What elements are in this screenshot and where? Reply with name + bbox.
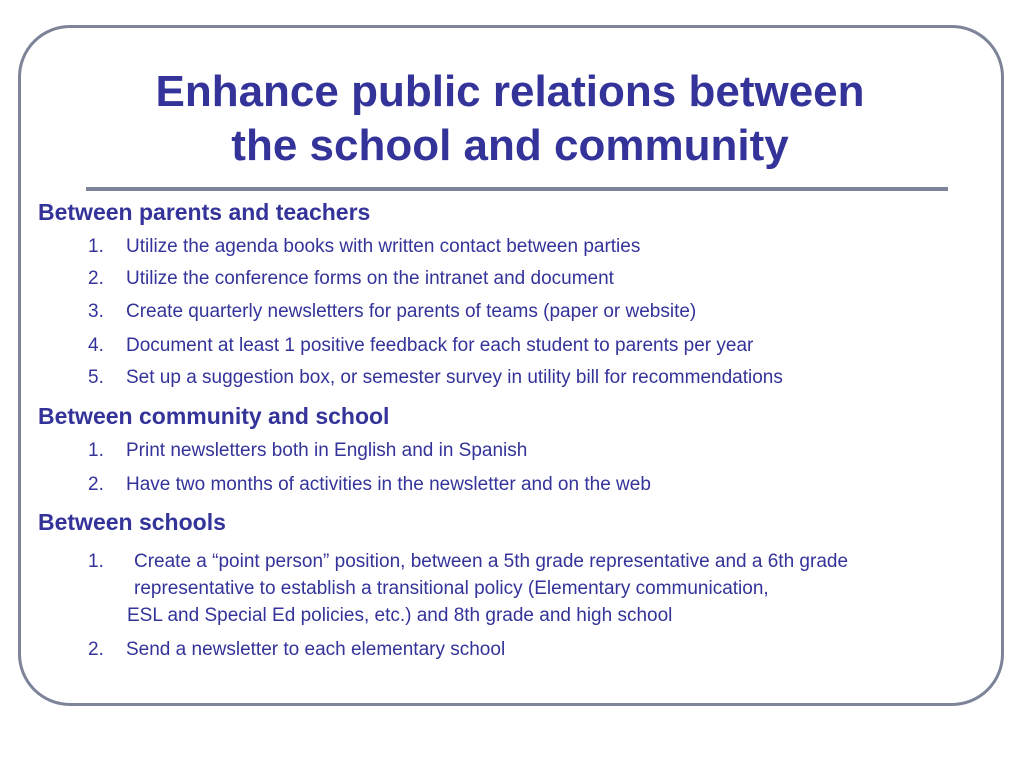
- section-heading-schools: Between schools: [38, 509, 226, 535]
- list-item: 2. Have two months of activities in the newsletter and on the web: [88, 474, 651, 495]
- list-item: 5. Set up a suggestion box, or semester survey in utility bill for recommendations: [88, 367, 783, 388]
- list-item: 2. Utilize the conference forms on the intranet and document: [88, 268, 614, 289]
- list-item: 1. Create a “point person” position, between a 5th grade representative and a 6th grade: [88, 551, 849, 572]
- list-item: 3. Create quarterly newsletters for parents of teams (paper or website): [88, 301, 697, 322]
- list-item: 1. Utilize the agenda books with written contact between parties: [88, 236, 641, 257]
- list-item-continuation: ESL and Special Ed policies, etc.) and 8th grade and high school: [127, 605, 673, 626]
- section-heading-community-school: Between community and school: [38, 403, 390, 429]
- list-item: 4. Document at least 1 positive feedback for each student to parents per year: [88, 335, 754, 356]
- list-item: 2. Send a newsletter to each elementary school: [88, 639, 506, 660]
- title-divider: [86, 187, 948, 191]
- list-item: 1. Print newsletters both in English and in Spanish: [88, 440, 528, 461]
- title-line-1: Enhance public relations between: [155, 67, 865, 116]
- list-item-continuation: representative to establish a transitional policy (Elementary communication,: [134, 578, 769, 599]
- slide-title: [60, 65, 960, 173]
- title-line-2: the school and community: [231, 121, 789, 170]
- section-heading-parents-teachers: Between parents and teachers: [38, 199, 371, 225]
